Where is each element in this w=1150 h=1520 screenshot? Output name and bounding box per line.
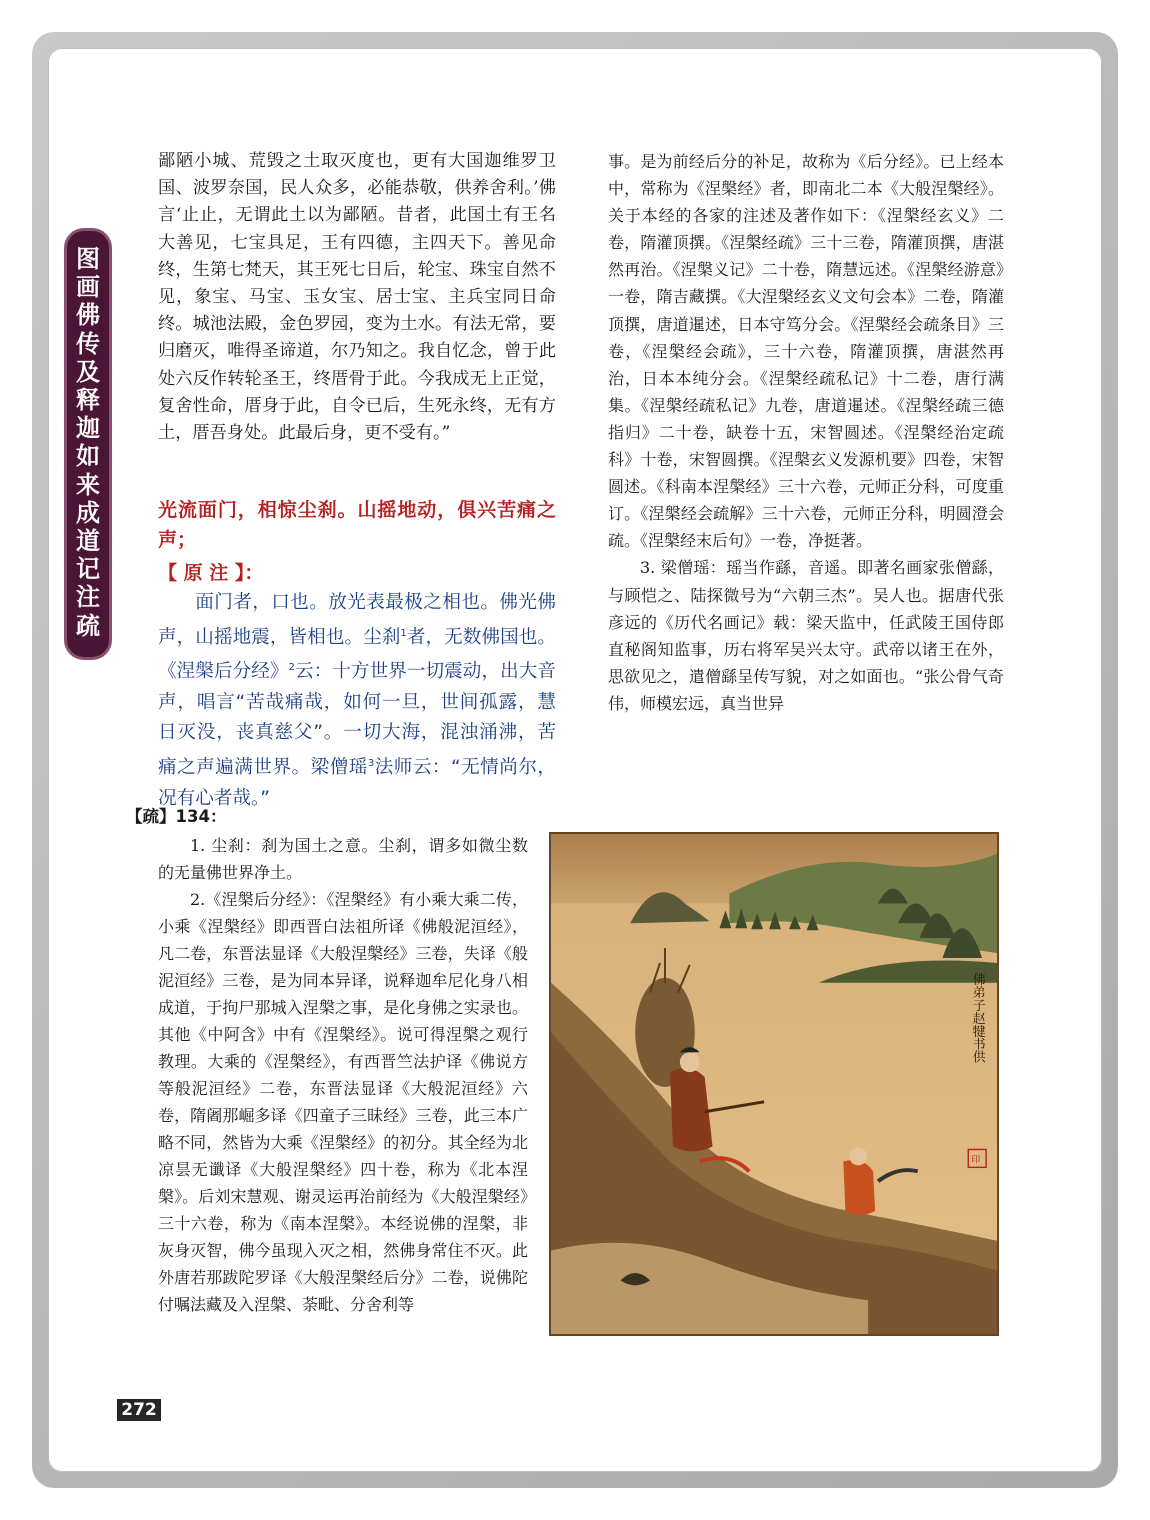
sidebar-tab — [64, 228, 112, 660]
page-number: 272 — [117, 1399, 161, 1421]
section-heading: 光流面门，相惊尘刹。山摇地动，俱兴苦痛之声； — [158, 499, 556, 551]
painting-inscription: 佛弟子赵犍书供 — [969, 972, 985, 1064]
shu-note-2: 2.《涅槃后分经》：《涅槃经》有小乘大乘二传，小乘《涅槃经》即西晋白法祖所译《佛般泥洹经》，凡二卷，东晋法显译《大般涅槃经》三卷，失译《般泥洹经》三卷，是为同本异译，说释迦牟尼化身八相成道，于拘尸那城入涅槃之事，是化身佛之实录也。其他《中阿含》中有《涅槃经》。说可得涅槃之观行教理。大乘的《涅槃经》，有西晋竺法护译《佛说方等般泥洹经》二卷，东晋法显译《大般泥洹经》六卷，隋阇那崛多译《四童子三昧经》三卷，此三本广略不同，然皆为大乘《涅槃经》的初分。其全经为北凉昙无谶译《大般涅槃经》四十卷，称为《北本涅槃》。后刘宋慧观、谢灵运再治前经为《大般涅槃经》三十六卷，称为《南本涅槃》。本经说佛的涅槃，非灰身灭智，佛今虽现入灭之相，然佛身常住不灭。此外唐若那跋陀罗译《大般涅槃经后分》二卷，说佛陀付嘱法藏及入涅槃、荼毗、分舍利等 — [158, 890, 528, 1314]
right-paragraph-1: 事。是为前经后分的补足，故称为《后分经》。已上经本中，常称为《涅槃经》者，即南北二本《大般涅槃经》。关于本经的各家的注述及著作如下：《涅槃经玄义》二卷，隋灌顶撰。《涅槃经疏》三十三卷，隋灌顶撰，唐湛然再治。《涅槃义记》二十卷，隋慧远述。《涅槃经游意》一卷，隋吉藏撰。《大涅槃经玄义文句会本》二卷，隋灌顶撰，唐道暹述，日本守笃分会。《涅槃经会疏条目》三卷，《涅槃经会疏》，三十六卷，隋灌顶撰，唐湛然再治，日本本纯分会。《涅槃经疏私记》十二卷，唐行满集。《涅槃经疏私记》九卷，唐道暹述。《涅槃经疏三德指归》二十卷，缺卷十五，宋智圆述。《涅槃经治定疏科》十卷，宋智圆撰。《涅槃玄义发源机要》四卷，宋智圆述。《科南本涅槃经》三十六卷，元师正分科，可度重订。《涅槃经会疏解》三十六卷，元师正分科，明圆澄会疏。《涅槃经末后句》一卷，净挺著。 — [608, 152, 1004, 551]
yuanzhu-paragraph — [158, 588, 556, 814]
yuanzhu-block — [158, 558, 556, 814]
painting — [549, 832, 999, 1336]
right-paragraph-2: 3. 梁僧瑶：瑶当作繇，音遥。即著名画家张僧繇，与顾恺之、陆探微号为“六朝三杰”。吴人也。据唐代张彦远的《历代名画记》载：梁天监中，任武陵王国侍郎直秘阁知监事，历右将军吴兴太守。武帝以诸王在外，思欲见之，遣僧繇呈传写貌，对之如面也。“张公骨气奇伟，师模宏远，真当世异 — [608, 558, 1004, 713]
yuanzhu-text-2: 者，无数佛国也。《涅槃后分经》 — [158, 626, 556, 683]
right-column — [608, 148, 1004, 717]
left-top-paragraph: 鄙陋小城、荒毁之土取灭度也，更有大国迦维罗卫国、波罗奈国，民人众多，必能恭敬，供养舍利。’佛言‘止止，无谓此土以为鄙陋。昔者，此国土有王名大善见，七宝具足，王有四德，主四天下。善见命终，生第七梵天，其王死七日后，轮宝、珠宝自然不见，象宝、马宝、玉女宝、居士宝、主兵宝同日命终。城池法殿，金色罗园，变为土水。有法无常，要归磨灭，唯得圣谛道，尔乃知之。我自忆念，曾于此处六反作转轮圣王，终厝骨于此。今我成无上正觉，复舍性命，厝身于此，自令已后，生死永终，无有方土，厝吾身处。此最后身，更不受有。” — [158, 151, 556, 444]
painting-illustration — [551, 834, 997, 1334]
shu-note-1: 1. 尘刹：刹为国土之意。尘刹，谓多如微尘数的无量佛世界净土。 — [158, 836, 528, 882]
footnote-ref-2: 2 — [288, 662, 295, 674]
left-column — [158, 148, 556, 447]
yuanzhu-label: 【 原 注 】： — [158, 562, 264, 584]
footnote-ref-3: 3 — [367, 757, 375, 769]
yuanzhu-text-3: 云：十方世界一切震动，出大音声，唱言“苦哉痛哉，如何一旦，世间孤露，慧日灭没，丧真慈父”。一切大海，混浊涌沸，苦痛之声遍满世界。梁僧瑶 — [158, 661, 556, 779]
yuanzhu-text-1: 面门者，口也。放光表最极之相也。佛光佛声，山摇地震，皆相也。尘刹 — [158, 592, 556, 648]
shu-label: 【疏】134： — [126, 807, 227, 826]
sidebar-title: 图画佛传及释迦如来成道记注疏 — [76, 245, 100, 640]
seal-glyph: 印 — [971, 1155, 981, 1166]
footnote-ref-1: 1 — [400, 627, 407, 639]
shu-notes — [158, 832, 528, 1318]
yuanzhu-text-4: 法师云：“无情尚尔，况有心者哉。” — [158, 757, 556, 809]
